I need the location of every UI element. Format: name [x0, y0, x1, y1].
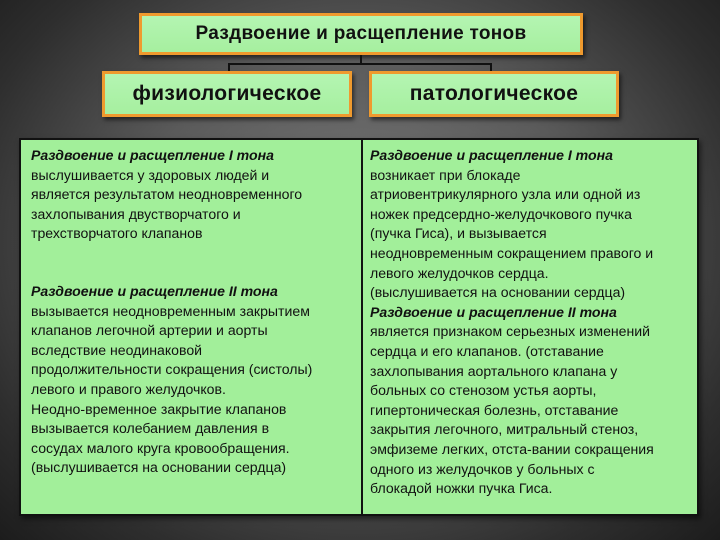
pathological-column: [363, 140, 697, 514]
left-first-line: захлопывания двустворчатого и: [31, 205, 241, 222]
right-second-line: гипертоническая болезнь, отставание: [370, 401, 619, 418]
left-first-line: является результатом неодновременного: [31, 186, 303, 203]
left-first-line: выслушивается у здоровых людей и: [31, 166, 270, 183]
spacer: [31, 263, 353, 282]
right-second-line: эмфиземе легких, отста-вании сокращения: [370, 440, 654, 457]
left-second-line: вследствие неодинаковой: [31, 341, 203, 358]
right-first-heading: Раздвоение и расщепление I тона: [370, 147, 613, 163]
pathological-header-box: [369, 71, 619, 117]
left-second-line: левого и правого желудочков.: [31, 380, 226, 397]
left-first-line: трехстворчатого клапанов: [31, 225, 203, 242]
slide-title: Раздвоение и расщепление тонов: [195, 23, 527, 44]
right-second-line: одного из желудочков у больных с: [370, 460, 595, 477]
left-second-line: Неодно-временное закрытие клапанов: [31, 400, 287, 417]
right-second-line: является признаком серьезных изменений: [370, 323, 651, 340]
left-second-line: (выслушивается на основании сердца): [31, 459, 287, 476]
right-first-line: атриовентрикулярного узла или одной из: [370, 186, 641, 203]
right-second-line: сердца и его клапанов. (отставание: [370, 342, 604, 359]
left-second-line: вызывается колебанием давления в: [31, 420, 270, 437]
right-second-line: блокадой ножки пучка Гиса.: [370, 480, 553, 497]
right-first-line: возникает при блокаде: [370, 166, 521, 183]
left-second-heading: Раздвоение и расщепление II тона: [31, 282, 278, 299]
comparison-table: [19, 138, 699, 516]
right-first-line: неодновременным сокращением правого и: [370, 244, 654, 261]
left-second-line: вызывается неодновременным закрытием: [31, 302, 310, 319]
right-first-line: (выслушивается на основании сердца): [370, 284, 626, 301]
spacer: [31, 244, 353, 263]
physiological-header-box: [102, 71, 352, 117]
left-second-line: клапанов легочной артерии и аорты: [31, 322, 268, 339]
left-second-line: сосудах малого круга кровообращения.: [31, 439, 290, 456]
left-second-line: продолжительности сокращения (систолы): [31, 361, 313, 378]
title-box: [139, 13, 583, 55]
physiological-column: [21, 140, 363, 514]
pathological-header: патологическое: [409, 82, 579, 105]
right-first-line: (пучка Гиса), и вызывается: [370, 225, 547, 242]
right-first-line: левого желудочков сердца.: [370, 264, 549, 281]
left-first-heading: Раздвоение и расщепление I тона: [31, 147, 274, 163]
right-second-line: больных со стенозом устья аорты,: [370, 382, 597, 399]
right-first-line: ножек предсердно-желудочкового пучка: [370, 205, 632, 222]
physiological-header: физиологическое: [132, 82, 322, 105]
right-second-heading: Раздвоение и расщепление II тона: [370, 303, 617, 320]
right-second-line: закрытия легочного, митральный стеноз,: [370, 421, 639, 438]
right-second-line: захлопывания аортального клапана у: [370, 362, 618, 379]
connector-horizontal: [228, 63, 492, 65]
